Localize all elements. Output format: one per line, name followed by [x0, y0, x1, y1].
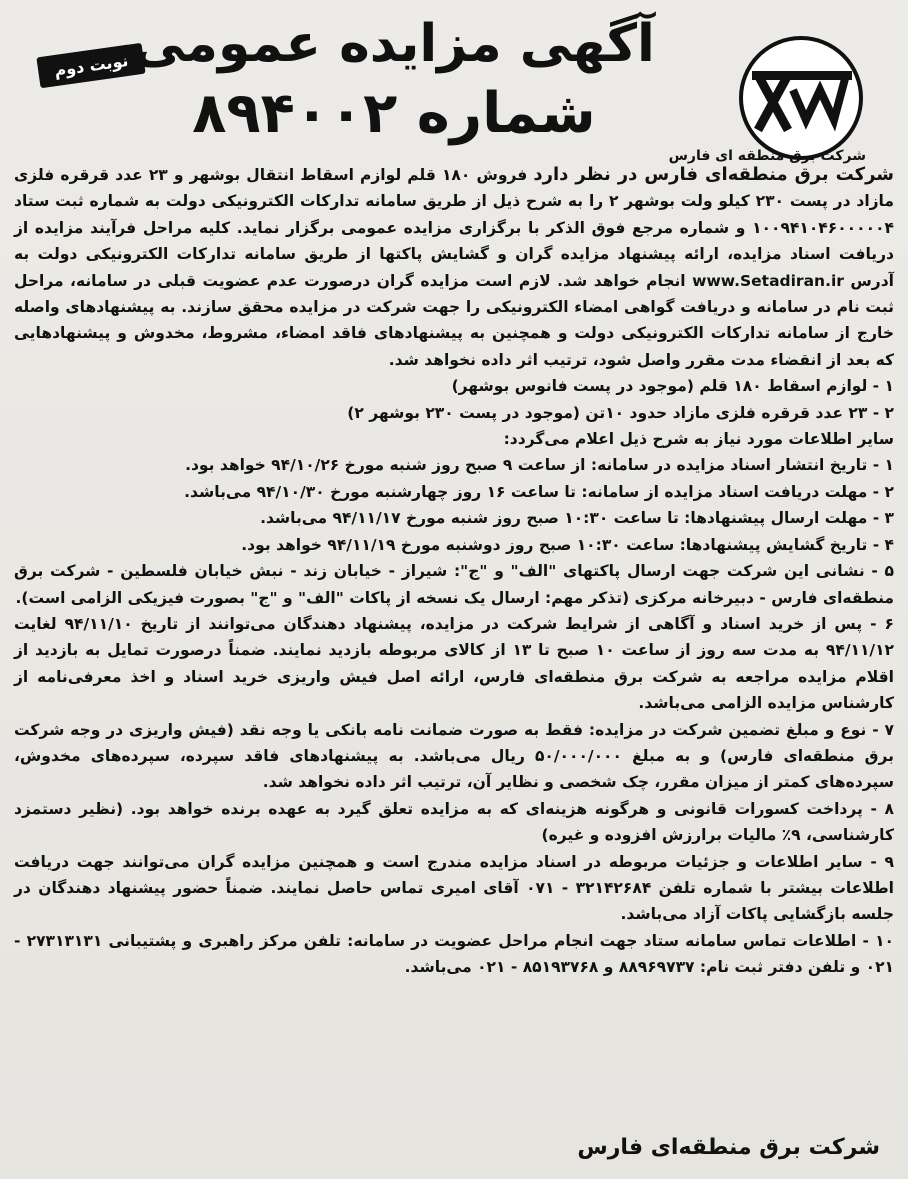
notice-number: شماره ۸۹۴۰۰۲ [192, 81, 596, 146]
detail-2: ۲ - مهلت دریافت اسناد مزایده از سامانه: تا ساعت ۱۶ روز چهارشنبه مورخ ۹۴/۱۰/۳۰ می‌باشد. [184, 482, 894, 501]
detail-3: ۳ - مهلت ارسال پیشنهادها: تا ساعت ۱۰:۳۰ صبح روز شنبه مورخ ۹۴/۱۱/۱۷ می‌باشد. [260, 509, 894, 528]
detail-5: ۵ - نشانی این شرکت جهت ارسال پاکتهای "الف" و "ج": شیراز - خیابان زند - نبش خیابان فلسطین - شرکت برق منطقه‌ای فارس - دبیرخانه مرکزی (تذکر مهم: ارسال یک نسخه از پاکات "الف" و "ج" بصورت فیزیکی الزامی است). [14, 562, 894, 607]
notice-body [14, 162, 894, 981]
header [14, 0, 894, 164]
detail-8: ۸ - پرداخت کسورات قانونی و هرگونه هزینه‌ای که به مزایده تعلق گیرد به عهده برنده خواهد بود. (نظیر دستمزد کارشناسی، ۹٪ مالیات برارزش افزوده و غیره) [14, 799, 894, 845]
item-2: ۲ - ۲۳ عدد قرقره فلزی مازاد حدود ۱۰تن (موجود در پست ۲۳۰ بوشهر ۲) [347, 403, 894, 422]
company-logo-icon [738, 35, 864, 161]
detail-10: ۱۰ - اطلاعات تماس سامانه ستاد جهت انجام مراحل عضویت در سامانه: تلفن مرکز راهبری و پشتیبانی ۲۷۳۱۳۱۳۱ - ۰۲۱ و تلفن دفتر ثبت نام: ۸۸۹۶۹۷۳۷ و ۸۵۱۹۳۷۶۸ - ۰۲۱ می‌باشد. [14, 931, 894, 977]
detail-6: ۶ - پس از خرید اسناد و آگاهی از شرایط شرکت در مزایده، پیشنهاد دهندگان می‌توانند از تاریخ ۹۴/۱۱/۱۰ لغایت ۹۴/۱۱/۱۲ به مدت سه روز از ساعت ۱۰ صبح تا ۱۳ از کالای مربوطه بازدید نمایند. ضمناً درصورت تمایل به بازدید از اقلام مزایده مراجعه به شرکت برق منطقه‌ای فارس، ارائه اصل فیش واریزی خرید اسناد و اخذ معرفی‌نامه از کارشناس مزایده الزامی می‌باشد. [14, 614, 894, 713]
item-1: ۱ - لوازم اسقاط ۱۸۰ قلم (موجود در پست فانوس بوشهر) [451, 377, 894, 396]
page-title: آگهی مزایده عمومی [133, 14, 655, 74]
intro-paragraph [14, 162, 894, 373]
intro-text-2: انجام خواهد شد. لازم است مزایده گران درصورت عدم عضویت قبلی در سامانه، مراحل ثبت نام در سامانه و دریافت گواهی امضاء الکترونیکی را جهت شرکت در مزایده محقق سازند. به پیشنهادهای واصله خارج از سامانه تدارکات الکترونیکی دولت و همچنین به پیشنهادهای فاقد امضاء، مشروط، مخدوش و پیشنهادهایی که بعد از انقضاء مدت مقرر واصل شود، ترتیب اثر داده نخواهد شد. [14, 271, 894, 369]
detail-1: ۱ - تاریخ انتشار اسناد مزایده در سامانه: از ساعت ۹ صبح روز شنبه مورخ ۹۴/۱۰/۲۶ خواهد بود. [185, 456, 894, 475]
detail-4: ۴ - تاریخ گشایش پیشنهادها: ساعت ۱۰:۳۰ صبح روز دوشنبه مورخ ۹۴/۱۱/۱۹ خواهد بود. [241, 535, 894, 554]
intro-lead: شرکت برق منطقه‌ای فارس در نظر دارد [533, 164, 895, 185]
setad-url: www.Setadiran.ir [692, 271, 844, 290]
org-name: شرکت برق منطقه ای فارس [668, 148, 866, 164]
detail-7: ۷ - نوع و مبلغ تضمین شرکت در مزایده: فقط به صورت ضمانت نامه بانکی یا وجه نقد (فیش واریزی در وجه شرکت برق منطقه‌ای فارس) و به مبلغ ۵۰/۰۰۰/۰۰۰ ریال می‌باشد. به پیشنهادهای فاقد سپرده، سپرده‌های مخدوش، سپرده‌های کمتر از میزان مقرر، چک شخصی و نظایر آن، ترتیب اثر داده نخواهد شد. [14, 720, 894, 792]
round-badge: نوبت دوم [36, 43, 146, 89]
footer-signature: شرکت برق منطقه‌ای فارس [577, 1135, 880, 1160]
intro-text: فروش ۱۸۰ قلم لوازم اسقاط انتقال بوشهر و ۲۳ عدد قرقره فلزی مازاد در پست ۲۳۰ کیلو ولت بوشهر ۲ را به شرح ذیل از طریق سامانه تدارکات الکترونیکی دولت به شماره ثبت ستاد ۱۰۰۹۴۱۰۴۶۰۰۰۰۰۴ و شماره مرجع فوق الذکر با برگزاری مزایده عمومی برگزار نماید. کلیه مراحل فرآیند مزایده از دریافت اسناد مزایده، ارائه پیشنهاد مزایده گران و گشایش پاکتها از طریق سامانه تدارکات الکترونیکی دولت به آدرس [14, 166, 894, 290]
other-info-heading: سایر اطلاعات مورد نیاز به شرح ذیل اعلام می‌گردد: [503, 430, 894, 449]
detail-9: ۹ - سایر اطلاعات و جزئیات مربوطه در اسناد مزایده مندرج است و همچنین مزایده گران می‌توانند جهت دریافت اطلاعات بیشتر با شماره تلفن ۳۲۱۴۲۶۸۴ - ۰۷۱ آقای امیری تماس حاصل نمایند. ضمناً حضور پیشنهاد دهندگان در جلسه بازگشایی پاکات آزاد می‌باشد. [14, 852, 894, 924]
